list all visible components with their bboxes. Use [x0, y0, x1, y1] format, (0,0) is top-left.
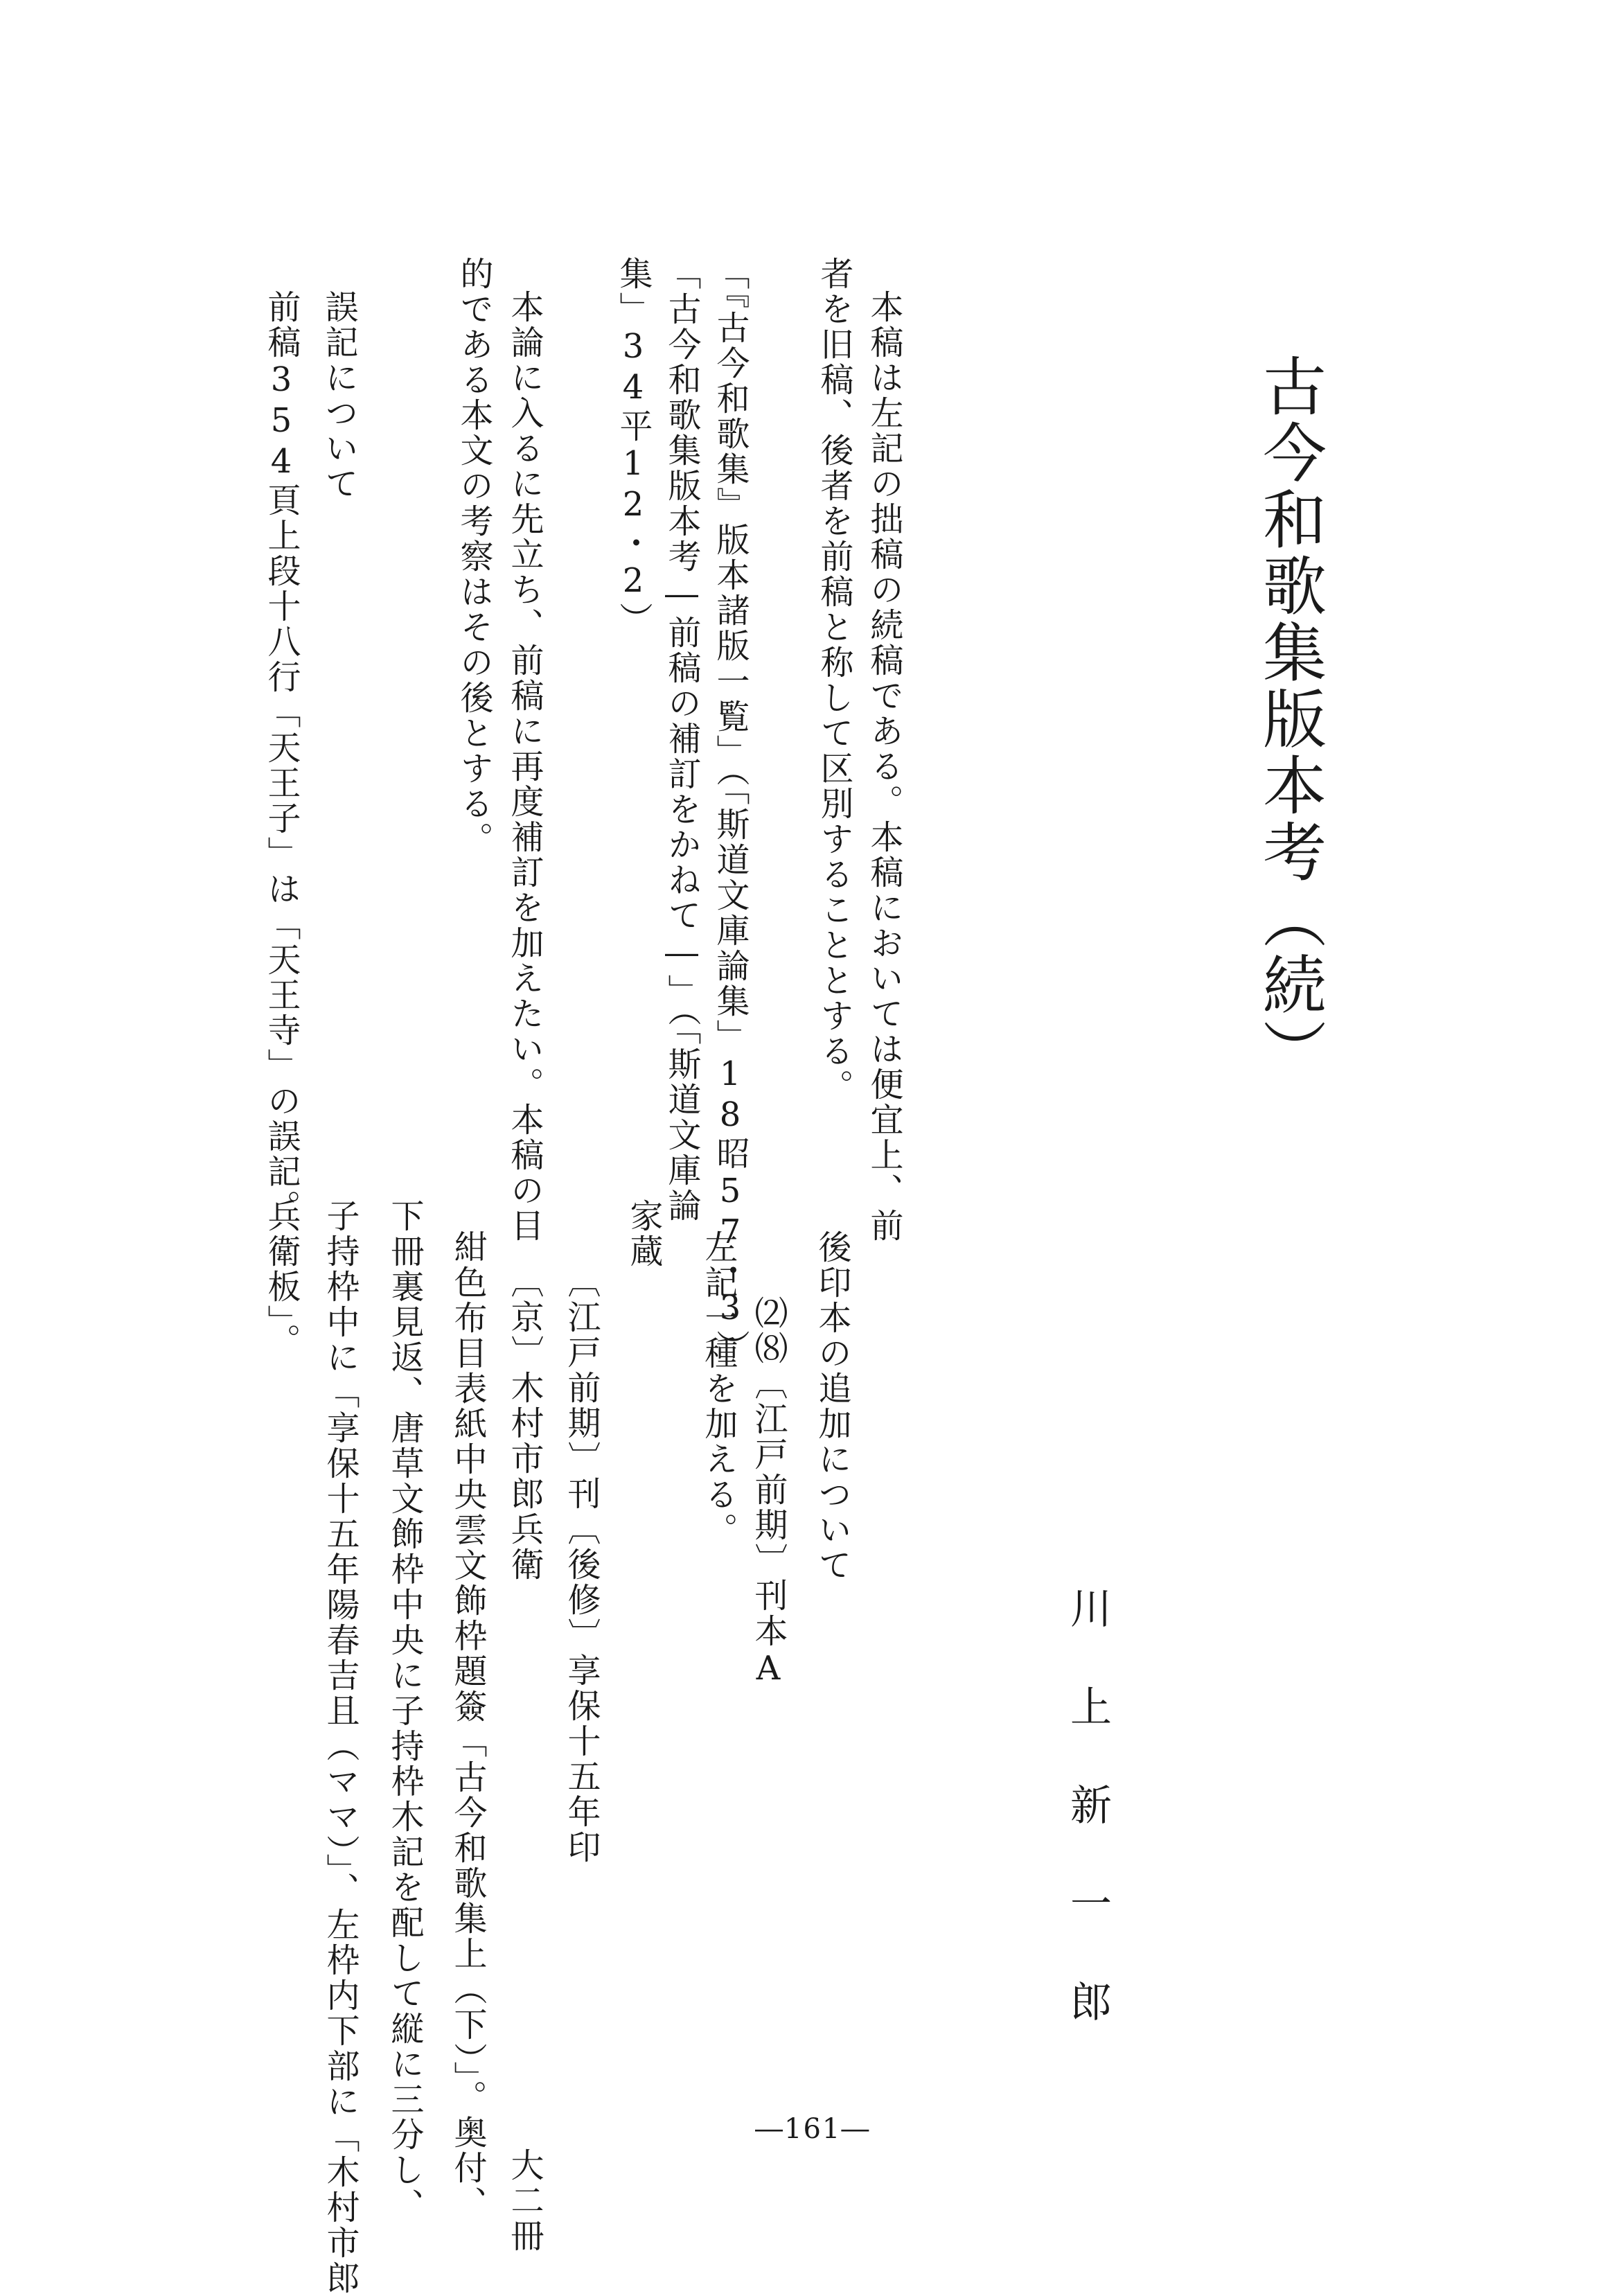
lower-line: 〔京〕木村市郎兵衛 大二冊	[505, 1264, 544, 2254]
intro-line: 「『古今和歌集』版本諸版一覧」（「斯道文庫論集」18昭57・3）	[711, 256, 750, 1365]
section-heading: 誤記について	[319, 290, 358, 502]
author-name: 川上新一郎	[1063, 1587, 1112, 2078]
lower-line: 家蔵	[624, 1199, 663, 1269]
intro-line: 本稿は左記の拙稿の続稿である。本稿においては便宜上、前	[865, 290, 903, 1244]
section-heading: 後印本の追加について	[813, 1230, 851, 1583]
intro-line: 「古今和歌集版本考―前稿の補訂をかねて―」（「斯道文庫論	[662, 256, 701, 1224]
article-title: 古今和歌集版本考（続）	[1252, 353, 1327, 1085]
intro-line: 前稿354頁上段十八行「天王子」は「天王寺」の誤記。	[262, 290, 301, 1225]
intro-line: 集」34平12・2）	[614, 256, 653, 637]
lower-line: 下冊裏見返、唐草文飾枠中央に子持枠木記を配して縦に三分し、	[385, 1199, 424, 2223]
page-number: ―161―	[755, 2113, 871, 2145]
lower-line: 〔江戸前期〕刊〔後修〕享保十五年印	[562, 1264, 601, 1865]
lower-line: 左記一種を加える。	[699, 1230, 738, 1548]
entry-heading: ⑵⑻〔江戸前期〕刊本A	[749, 1296, 788, 1690]
lower-line: 兵衛板」。	[262, 1199, 301, 1359]
intro-line: 本論に入るに先立ち、前稿に再度補訂を加えたい。本稿の目	[505, 290, 544, 1244]
lower-line: 紺色布目表紙中央雲文飾枠題簽「古今和歌集上（下）」。奥付、	[448, 1230, 487, 2221]
intro-line: 者を旧稿、後者を前稿と称して区別することとする。	[815, 256, 853, 1104]
intro-line: 的である本文の考察はその後とする。	[454, 256, 493, 857]
lower-line: 子持枠中に「享保十五年陽春吉且（ママ）」、左枠内下部に「木村市郎	[321, 1199, 360, 2296]
